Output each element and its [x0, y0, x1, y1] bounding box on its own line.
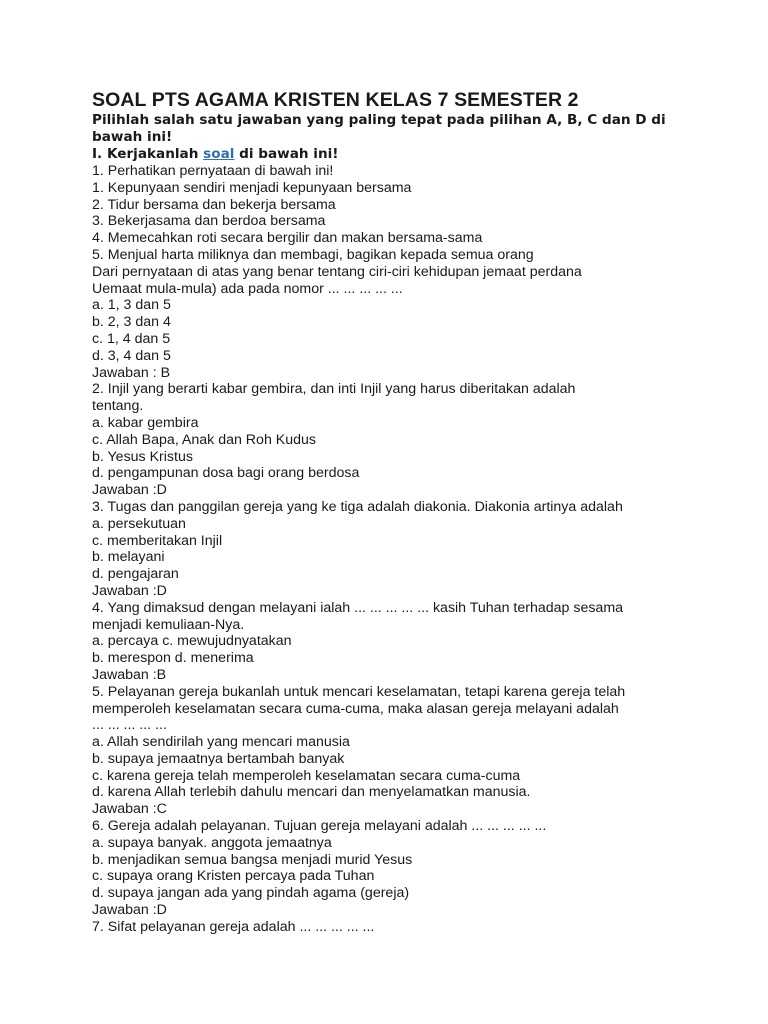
text-line: 7. Sifat pelayanan gereja adalah ... ... ... ... ...: [92, 918, 375, 935]
text-line: Jawaban :D: [92, 582, 167, 599]
text-line: Uemaat mula-mula) ada pada nomor ... ... ... ... ...: [92, 280, 403, 297]
text-line: a. supaya banyak. anggota jemaatnya: [92, 834, 332, 851]
text-line: a. percaya c. mewujudnyatakan: [92, 633, 292, 650]
text-line: Jawaban :B: [92, 666, 167, 683]
document-title: SOAL PTS AGAMA KRISTEN KELAS 7 SEMESTER 2: [92, 89, 579, 111]
text-line: d. pengajaran: [92, 566, 179, 583]
instruction-subtitle: Pilihlah salah satu jawaban yang paling tepat pada pilihan A, B, C dan D di bawah ini!: [92, 112, 666, 145]
text-line: c. memberitakan Injil: [92, 532, 223, 549]
text-line: 2. Injil yang berarti kabar gembira, dan inti Injil yang harus diberitakan adalah: [92, 381, 576, 398]
text-line: 6. Gereja adalah pelayanan. Tujuan gereja melayani adalah ... ... ... ... ...: [92, 818, 547, 835]
text-line: b. supaya jemaatnya bertambah banyak: [92, 750, 345, 767]
text-line: c. Allah Bapa, Anak dan Roh Kudus: [92, 431, 317, 448]
text-line: 3. Bekerjasama dan berdoa bersama: [92, 213, 326, 230]
text-line: c. supaya orang Kristen percaya pada Tuhan: [92, 868, 375, 885]
text-line: b. 2, 3 dan 4: [92, 314, 171, 331]
soal-link[interactable]: soal: [203, 146, 235, 162]
text-line: d. supaya jangan ada yang pindah agama (gereja): [92, 885, 410, 902]
text-line: 4. Yang dimaksud dengan melayani ialah ... ... ... ... ... kasih Tuhan terhadap sesama: [92, 599, 624, 616]
text-line: memperoleh keselamatan secara cuma-cuma, maka alasan gereja melayani adalah: [92, 700, 619, 717]
instruction-prefix: I. Kerjakanlah: [92, 146, 204, 162]
text-line: 4. Memecahkan roti secara bergilir dan makan bersama-sama: [92, 230, 483, 247]
text-line: 1. Kepunyaan sendiri menjadi kepunyaan bersama: [92, 179, 412, 196]
text-line: 1. Perhatikan pernyataan di bawah ini!: [92, 163, 334, 179]
document-body: [92, 88, 692, 936]
question-list: [92, 163, 692, 936]
text-line: a. kabar gembira: [92, 414, 199, 431]
text-line: 5. Menjual harta miliknya dan membagi, bagikan kepada semua orang: [92, 246, 534, 263]
text-line: menjadi kemuliaan-Nya.: [92, 616, 245, 633]
text-line: b. menjadikan semua bangsa menjadi murid Yesus: [92, 851, 413, 868]
text-line: Jawaban :C: [92, 801, 167, 818]
text-line: a. 1, 3 dan 5: [92, 297, 171, 314]
text-line: c. karena gereja telah memperoleh keselamatan secara cuma-cuma: [92, 767, 521, 784]
text-line: c. 1, 4 dan 5: [92, 330, 171, 347]
text-line: Dari pernyataan di atas yang benar tentang ciri-ciri kehidupan jemaat perdana: [92, 263, 582, 280]
text-line: tentang.: [92, 398, 144, 415]
instruction-suffix: di bawah ini!: [234, 146, 339, 162]
text-line: d. karena Allah terlebih dahulu mencari dan menyelamatkan manusia.: [92, 784, 531, 801]
text-line: ... ... ... ... ...: [92, 717, 167, 734]
text-line: b. merespon d. menerima: [92, 650, 254, 667]
text-line: d. pengampunan dosa bagi orang berdosa: [92, 465, 360, 482]
text-line: 3. Tugas dan panggilan gereja yang ke tiga adalah diakonia. Diakonia artinya adalah: [92, 498, 623, 515]
text-line: d. 3, 4 dan 5: [92, 347, 171, 364]
text-line: b. Yesus Kristus: [92, 448, 193, 465]
text-line: Jawaban :D: [92, 902, 167, 919]
text-line: 2. Tidur bersama dan bekerja bersama: [92, 196, 336, 213]
text-line: Jawaban : B: [92, 364, 171, 381]
text-line: b. melayani: [92, 549, 165, 566]
instruction-line: [92, 146, 692, 163]
text-line: a. Allah sendirilah yang mencari manusia: [92, 734, 350, 751]
text-line: 5. Pelayanan gereja bukanlah untuk mencari keselamatan, tetapi karena gereja telah: [92, 683, 626, 700]
text-line: a. persekutuan: [92, 515, 186, 532]
text-line: Jawaban :D: [92, 482, 167, 499]
